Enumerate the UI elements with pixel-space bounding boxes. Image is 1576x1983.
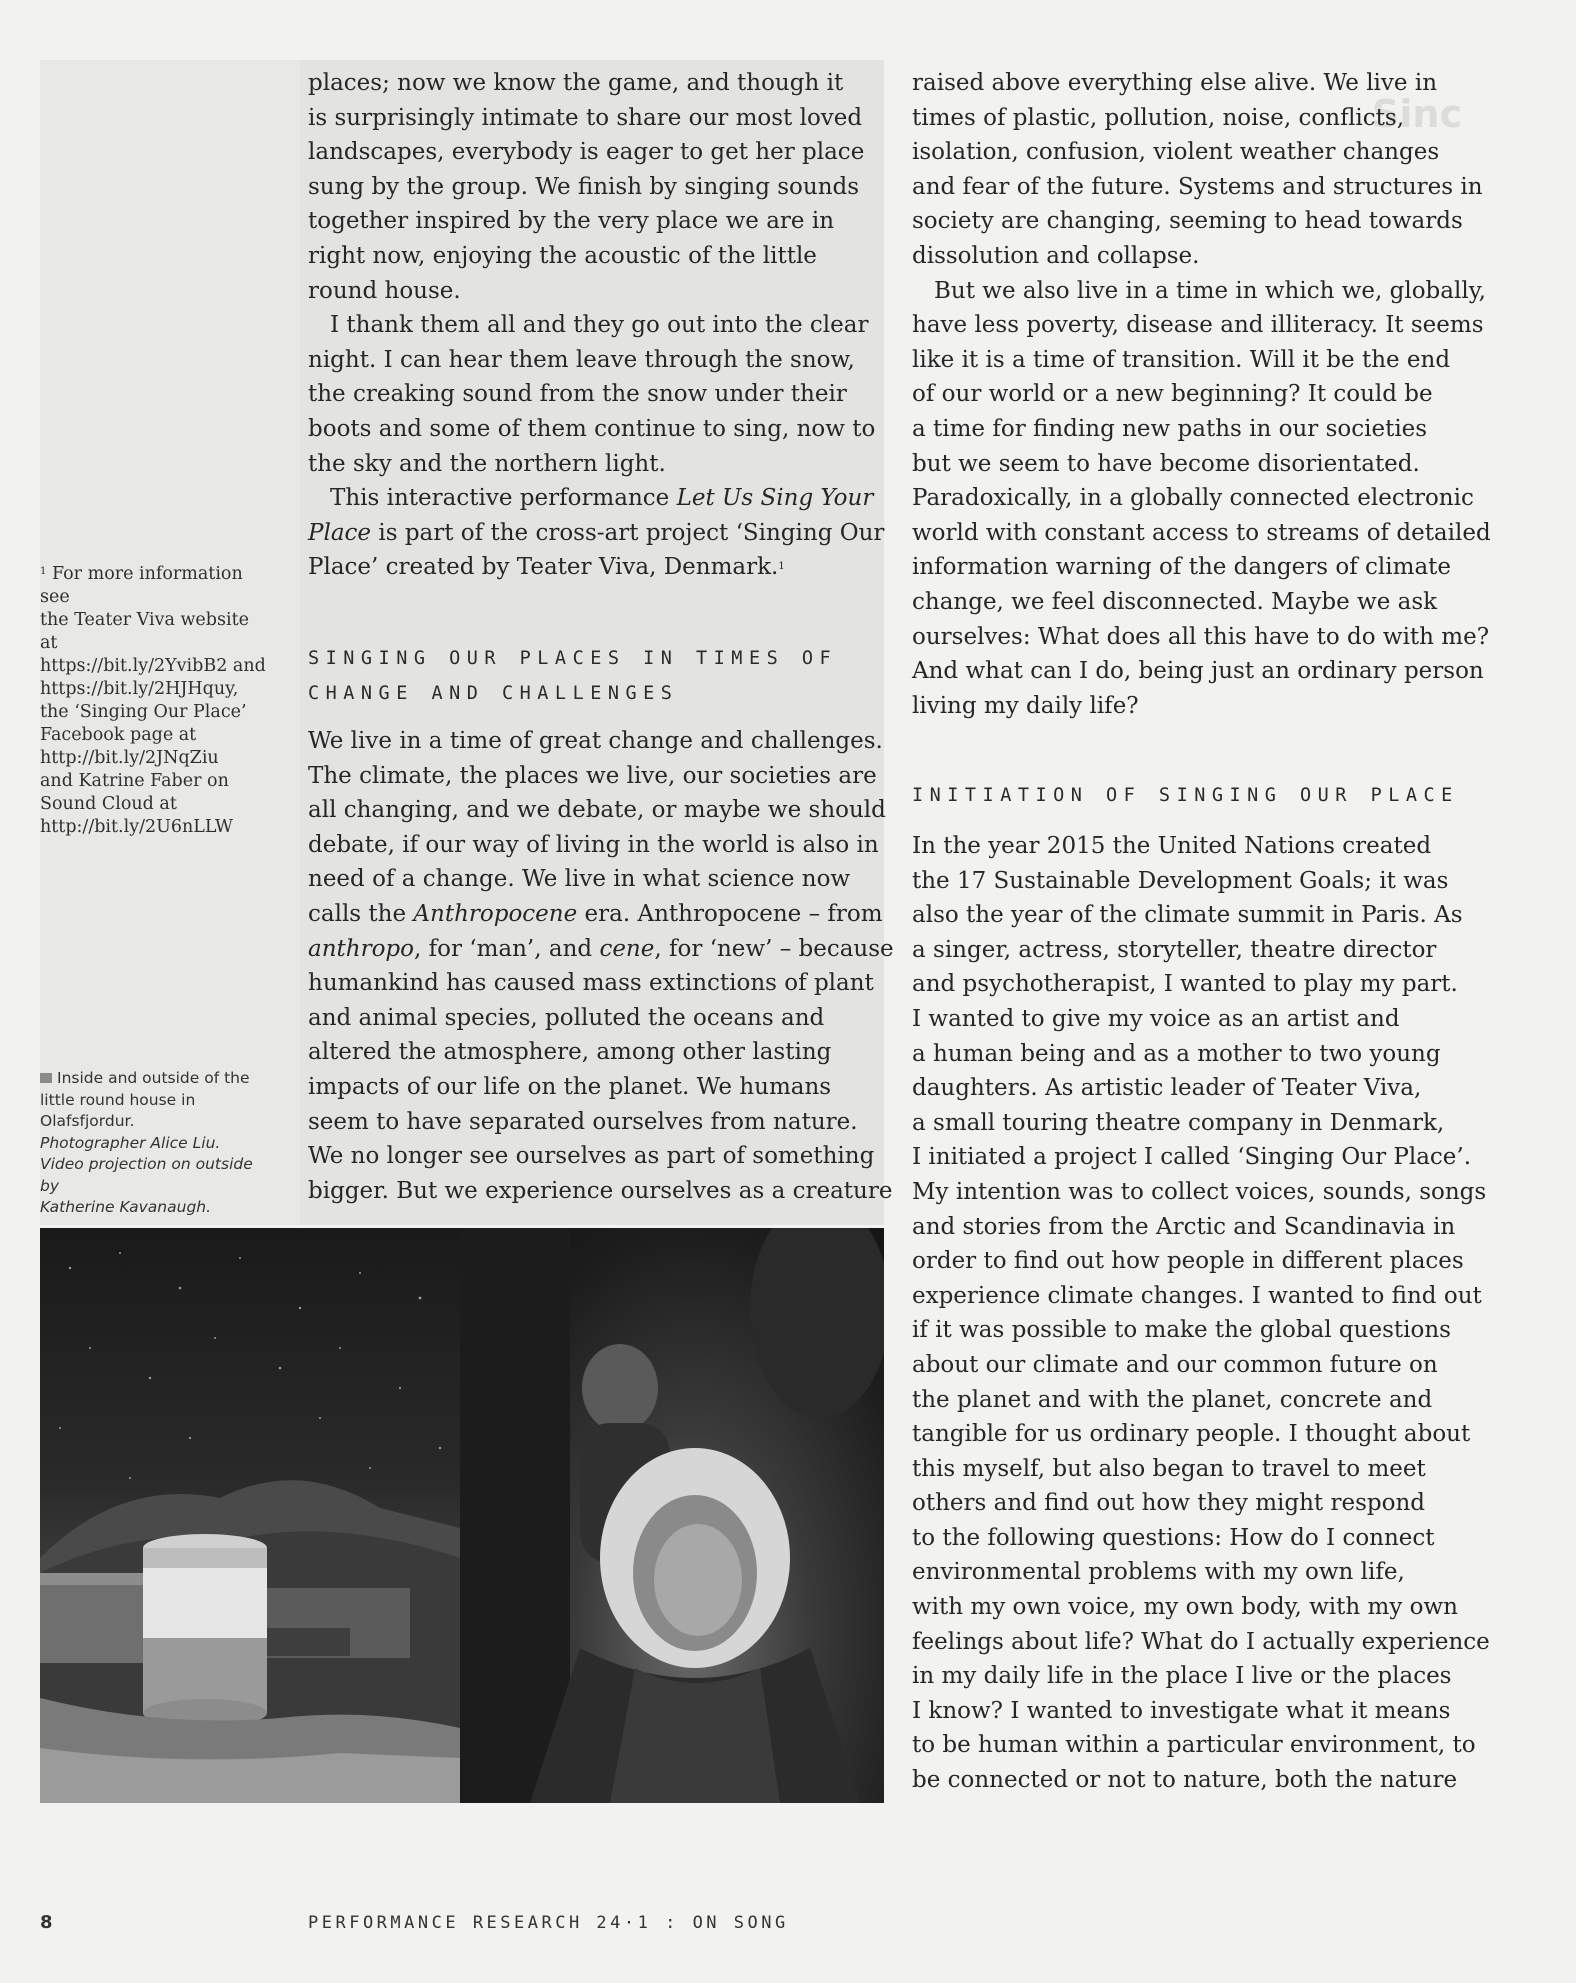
section-heading	[308, 641, 837, 711]
caption-credit-line: Katherine Kavanaugh.	[40, 1198, 212, 1216]
text-line: the 17 Sustainable Development Goals; it was	[912, 867, 1449, 894]
photo-caption	[40, 1068, 270, 1219]
text-line: and animal species, polluted the oceans and	[308, 1004, 825, 1031]
text-line: like it is a time of transition. Will it be the end	[912, 346, 1451, 373]
text-line: impacts of our life on the planet. We humans	[308, 1073, 832, 1100]
footnote	[40, 560, 270, 839]
text-line: about our climate and our common future on	[912, 1351, 1438, 1378]
running-footer: PERFORMANCE RESEARCH 24·1 : ON SONG	[308, 1913, 789, 1933]
text-line: Place is part of the cross-art project ‘Singing Our	[308, 519, 885, 546]
text-line: My intention was to collect voices, sounds, songs	[912, 1178, 1487, 1205]
text-line: landscapes, everybody is eager to get her place	[308, 139, 865, 166]
text-line: Paradoxically, in a globally connected electronic	[912, 485, 1474, 512]
text-line: also the year of the climate summit in Paris. As	[912, 902, 1463, 929]
photo-round-house-interior	[460, 1228, 884, 1803]
text-line: times of plastic, pollution, noise, conflicts,	[912, 104, 1405, 131]
bleed-through-heading: Sinc	[1372, 92, 1462, 136]
text-line: to be human within a particular environment, to	[912, 1732, 1476, 1759]
text-line: environmental problems with my own life,	[912, 1559, 1405, 1586]
text-line: I thank them all and they go out into the clear	[330, 312, 869, 339]
photo-round-house-exterior	[40, 1228, 460, 1803]
footnote-line: https://bit.ly/2YvibB2 and	[40, 656, 266, 676]
text-line: all changing, and we debate, or maybe we should	[308, 797, 886, 824]
text-line: others and find out how they might respond	[912, 1490, 1425, 1517]
footnote-line: Sound Cloud at	[40, 794, 177, 814]
italic-term: Anthropocene	[413, 900, 578, 927]
italic-term: anthropo	[308, 935, 414, 962]
text-line: raised above everything else alive. We live in	[912, 70, 1438, 96]
caption-square-icon	[40, 1073, 52, 1083]
round-house-illustration	[40, 1228, 460, 1803]
text-line: of our world or a new beginning? It could be	[912, 381, 1433, 408]
text-line: calls the Anthropocene era. Anthropocene – from	[308, 900, 883, 927]
text-line: this myself, but also began to travel to meet	[912, 1455, 1426, 1482]
text-line: I know? I wanted to investigate what it means	[912, 1697, 1451, 1724]
text-line: living my daily life?	[912, 692, 1139, 719]
text-line: We no longer see ourselves as part of something	[308, 1143, 875, 1170]
text-line: I initiated a project I called ‘Singing Our Place’.	[912, 1144, 1472, 1171]
text-line: isolation, confusion, violent weather changes	[912, 139, 1440, 166]
text-line: a human being and as a mother to two young	[912, 1040, 1441, 1067]
text-line: and fear of the future. Systems and structures in	[912, 173, 1483, 200]
text-line: bigger. But we experience ourselves as a creature	[308, 1177, 893, 1204]
text-line: together inspired by the very place we are in	[308, 208, 835, 235]
text-line: daughters. As artistic leader of Teater Viva,	[912, 1075, 1422, 1102]
text-line: experience climate changes. I wanted to find out	[912, 1282, 1482, 1309]
text-column-1-section	[308, 724, 894, 1208]
text-line: tangible for us ordinary people. I thought about	[912, 1421, 1471, 1448]
text-line: be connected or not to nature, both the nature	[912, 1767, 1458, 1794]
caption-line: Inside and outside of the	[40, 1068, 270, 1090]
caption-line: Olafsfjordur.	[40, 1112, 135, 1130]
text-line: feelings about life? What do I actually experience	[912, 1628, 1490, 1655]
text-line: a small touring theatre company in Denmark,	[912, 1109, 1445, 1136]
footnote-line: the ‘Singing Our Place’	[40, 702, 247, 722]
text-line: round house.	[308, 277, 461, 304]
text-line: sung by the group. We finish by singing sounds	[308, 173, 860, 200]
footnote-reference: 1	[778, 561, 785, 573]
italic-term: cene	[599, 935, 655, 962]
text-line: right now, enjoying the acoustic of the little	[308, 242, 817, 269]
footnote-line: Facebook page at	[40, 725, 197, 745]
work-title: Place	[308, 519, 372, 546]
text-line: world with constant access to streams of detailed	[912, 519, 1491, 546]
text-line: seem to have separated ourselves from nature.	[308, 1108, 858, 1135]
text-line: in my daily life in the place I live or the places	[912, 1663, 1452, 1690]
text-line: order to find out how people in different places	[912, 1248, 1464, 1275]
footnote-line: https://bit.ly/2HJHquy,	[40, 679, 239, 699]
text-column-2-section	[912, 829, 1490, 1798]
text-line: In the year 2015 the United Nations created	[912, 833, 1432, 859]
text-line: debate, if our way of living in the world is also in	[308, 831, 879, 858]
text-line: ourselves: What does all this have to do with me?	[912, 623, 1490, 650]
footnote-line: the Teater Viva website at	[40, 610, 249, 653]
text-column-2	[912, 66, 1491, 723]
work-title: Let Us Sing Your	[676, 485, 874, 512]
text-line: with my own voice, my own body, with my own	[912, 1594, 1458, 1621]
footnote-line: http://bit.ly/2U6nLLW	[40, 817, 233, 837]
text-line: the creaking sound from the snow under their	[308, 381, 847, 408]
heading-line: SINGING OUR PLACES IN TIMES OF	[308, 648, 838, 669]
text-line: boots and some of them continue to sing, now to	[308, 415, 876, 442]
text-line: and psychotherapist, I wanted to play my part.	[912, 971, 1458, 998]
text-line: altered the atmosphere, among other lasting	[308, 1039, 832, 1066]
interior-portrait-illustration	[460, 1228, 884, 1803]
text-line: dissolution and collapse.	[912, 242, 1200, 269]
text-line: places; now we know the game, and though it	[308, 70, 844, 96]
text-line: humankind has caused mass extinctions of plant	[308, 970, 874, 997]
text-line: We live in a time of great change and challenges.	[308, 728, 883, 754]
text-line: a singer, actress, storyteller, theatre director	[912, 936, 1437, 963]
text-line: to the following questions: How do I connect	[912, 1524, 1435, 1551]
text-line: information warning of the dangers of climate	[912, 554, 1452, 581]
footnote-marker: 1	[40, 566, 47, 577]
section-heading: INITIATION OF SINGING OUR PLACE	[912, 785, 1459, 806]
footnote-line: and Katrine Faber on	[40, 771, 229, 791]
text-line: anthropo, for ‘man’, and cene, for ‘new’ – because	[308, 935, 894, 962]
text-line: the planet and with the planet, concrete and	[912, 1386, 1433, 1413]
caption-credit-line: Video projection on outside by	[40, 1155, 253, 1195]
text-line: have less poverty, disease and illiteracy. It seems	[912, 312, 1484, 339]
heading-line: CHANGE AND CHALLENGES	[308, 683, 679, 704]
page-number: 8	[40, 1912, 53, 1933]
text-line: And what can I do, being just an ordinary person	[912, 658, 1484, 685]
text-line: but we seem to have become disorientated.	[912, 450, 1420, 477]
caption-line: little round house in	[40, 1090, 196, 1109]
text-line: and stories from the Arctic and Scandinavia in	[912, 1213, 1456, 1240]
text-line: But we also live in a time in which we, globally,	[934, 277, 1486, 304]
text-line: night. I can hear them leave through the snow,	[308, 346, 855, 373]
text-line: society are changing, seeming to head towards	[912, 208, 1463, 235]
text-line: is surprisingly intimate to share our most loved	[308, 104, 863, 131]
text-line: a time for finding new paths in our societies	[912, 415, 1428, 442]
text-line: need of a change. We live in what science now	[308, 866, 851, 893]
footnote-line: $^1$ For more information see	[40, 564, 243, 607]
text-line: This interactive performance Let Us Sing Your	[330, 485, 874, 512]
text-line: change, we feel disconnected. Maybe we ask	[912, 588, 1438, 615]
text-line: Place’ created by Teater Viva, Denmark.$^1$	[308, 554, 785, 581]
caption-credit-line: Photographer Alice Liu.	[40, 1133, 221, 1152]
text-line: The climate, the places we live, our societies are	[308, 762, 877, 789]
text-line: the sky and the northern light.	[308, 450, 666, 477]
footnote-line: http://bit.ly/2JNqZiu	[40, 748, 219, 768]
text-column-1	[308, 66, 885, 585]
text-line: I wanted to give my voice as an artist and	[912, 1005, 1400, 1032]
text-line: if it was possible to make the global questions	[912, 1317, 1451, 1344]
